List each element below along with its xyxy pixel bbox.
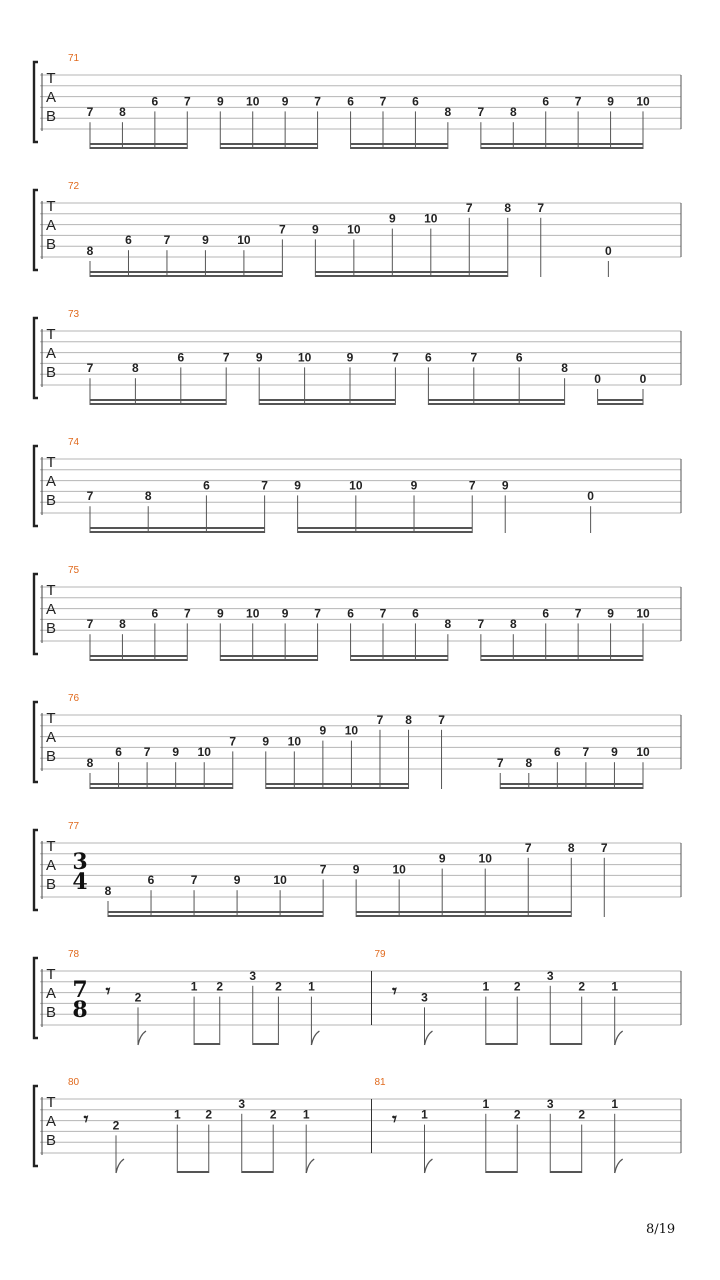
beam-secondary	[90, 143, 187, 145]
beam-secondary	[481, 143, 643, 145]
fret-number: 3	[546, 968, 554, 983]
fret-number: 10	[424, 211, 438, 226]
eighth-flag	[425, 1031, 433, 1045]
beam-secondary	[428, 399, 564, 401]
eighth-flag	[306, 1159, 314, 1173]
fret-number: 1	[611, 979, 619, 994]
tab-system	[34, 1077, 681, 1173]
fret-number: 7	[314, 94, 321, 109]
beam	[108, 915, 323, 917]
fret-number: 10	[197, 745, 211, 760]
fret-number: 0	[639, 372, 647, 386]
beam-secondary	[351, 655, 448, 657]
beam	[486, 1043, 517, 1045]
tab-system	[34, 53, 681, 149]
fret-number: 6	[203, 478, 210, 493]
measure-number: 76	[68, 693, 80, 704]
beam	[428, 403, 564, 405]
tab-clef-b: B	[45, 748, 57, 765]
fret-number: 9	[172, 745, 180, 760]
system-bracket	[34, 318, 38, 398]
tab-system	[34, 437, 681, 533]
tab-clef-b: B	[45, 108, 57, 125]
fret-number: 8	[86, 756, 94, 770]
beam-secondary	[108, 911, 323, 913]
fret-number: 7	[314, 606, 321, 621]
tab-clef-t: T	[46, 582, 56, 599]
fret-number: 7	[143, 745, 151, 760]
beam-secondary	[351, 143, 448, 145]
beam-secondary	[598, 399, 643, 401]
fret-number: 10	[349, 478, 363, 493]
fret-number: 2	[275, 979, 282, 994]
measure-number: 75	[68, 565, 80, 576]
fret-number: 7	[600, 840, 608, 855]
fret-number: 6	[425, 350, 432, 365]
tab-system	[34, 309, 681, 405]
fret-number: 1	[173, 1107, 181, 1122]
fret-number: 7	[379, 94, 387, 109]
beam	[550, 1171, 581, 1173]
fret-number: 7	[496, 756, 504, 770]
tab-clef-a: A	[45, 601, 57, 618]
beam	[90, 147, 187, 149]
fret-number: 8	[504, 200, 512, 215]
fret-number: 7	[261, 478, 268, 493]
tab-clef-t: T	[46, 966, 56, 983]
tab-system	[34, 821, 681, 917]
beam	[220, 147, 317, 149]
fret-number: 7	[86, 489, 94, 504]
eighth-flag	[138, 1031, 146, 1045]
fret-number: 1	[302, 1107, 310, 1122]
fret-number: 10	[478, 851, 492, 866]
fret-number: 8	[525, 756, 533, 770]
fret-number: 7	[183, 94, 191, 109]
beam	[356, 915, 571, 917]
fret-number: 9	[388, 211, 396, 226]
beam	[177, 1171, 208, 1173]
tab-clef-t: T	[46, 710, 56, 727]
beam-secondary	[220, 143, 317, 145]
tab-clef-a: A	[45, 89, 57, 106]
fret-number: 10	[287, 734, 302, 749]
fret-number: 2	[578, 1107, 586, 1122]
fret-number: 7	[86, 617, 94, 632]
tab-clef-t: T	[46, 198, 56, 215]
fret-number: 7	[574, 94, 582, 109]
page-number: 8/19	[646, 1222, 676, 1237]
beam	[550, 1043, 581, 1045]
fret-number: 7	[477, 105, 485, 120]
beam	[90, 403, 226, 405]
fret-number: 8	[444, 617, 452, 632]
measure-number: 77	[68, 821, 80, 832]
fret-number: 10	[344, 723, 359, 738]
fret-number: 8	[119, 105, 126, 120]
beam	[90, 659, 187, 661]
fret-number: 9	[281, 606, 289, 621]
eighth-flag	[116, 1159, 124, 1173]
beam	[298, 531, 473, 533]
tab-clef-a: A	[45, 473, 57, 490]
beam	[500, 787, 643, 789]
fret-number: 9	[611, 745, 618, 760]
beam	[259, 403, 395, 405]
fret-number: 9	[294, 478, 301, 493]
beam-secondary	[90, 527, 265, 529]
fret-number: 0	[605, 244, 612, 258]
eighth-flag	[425, 1159, 433, 1173]
beam	[253, 1043, 279, 1045]
beam	[242, 1171, 273, 1173]
fret-number: 7	[392, 350, 399, 365]
eighth-rest: 𝄾	[392, 981, 397, 1002]
fret-number: 2	[205, 1107, 213, 1122]
fret-number: 8	[86, 244, 94, 258]
fret-number: 6	[115, 745, 122, 760]
beam	[351, 659, 448, 661]
fret-number: 7	[222, 350, 230, 365]
fret-number: 7	[470, 350, 478, 365]
fret-number: 7	[229, 734, 237, 749]
measure-number: 80	[68, 1077, 80, 1088]
beam-secondary	[90, 271, 282, 273]
tab-clef-t: T	[46, 454, 56, 471]
fret-number: 6	[151, 606, 159, 621]
fret-number: 9	[312, 222, 319, 237]
fret-number: 8	[567, 840, 575, 855]
fret-number: 6	[147, 873, 155, 888]
beam-secondary	[266, 783, 409, 785]
fret-number: 7	[468, 478, 476, 493]
beam	[90, 275, 282, 277]
beam	[315, 275, 507, 277]
tab-clef-a: A	[45, 345, 57, 362]
fret-number: 2	[578, 979, 586, 994]
fret-number: 6	[347, 94, 354, 109]
beam-secondary	[90, 399, 226, 401]
beam	[598, 403, 643, 405]
fret-number: 1	[190, 979, 198, 994]
beam-secondary	[315, 271, 507, 273]
measure-number: 73	[68, 309, 80, 320]
tab-clef-t: T	[46, 1094, 56, 1111]
beam-secondary	[500, 783, 643, 785]
fret-number: 2	[216, 979, 224, 994]
system-bracket	[34, 62, 38, 142]
fret-number: 6	[347, 606, 354, 621]
fret-number: 7	[279, 222, 286, 237]
fret-number: 10	[246, 606, 260, 621]
fret-number: 10	[636, 94, 650, 109]
fret-number: 1	[308, 979, 315, 994]
fret-number: 6	[177, 350, 185, 365]
beam	[486, 1171, 517, 1173]
fret-number: 9	[438, 851, 446, 866]
tab-system	[34, 693, 681, 789]
system-bracket	[34, 446, 38, 526]
system-bracket	[34, 574, 38, 654]
fret-number: 8	[444, 105, 452, 120]
system-bracket	[34, 958, 38, 1038]
fret-number: 7	[319, 862, 327, 877]
fret-number: 1	[421, 1107, 428, 1122]
fret-number: 3	[249, 968, 257, 983]
fret-number: 9	[410, 478, 418, 493]
fret-number: 1	[611, 1096, 619, 1111]
fret-number: 2	[112, 1118, 120, 1133]
fret-number: 10	[636, 606, 650, 621]
measure-number: 71	[68, 53, 80, 64]
fret-number: 8	[561, 361, 568, 376]
beam-secondary	[298, 527, 473, 529]
time-signature-top: 3	[72, 849, 88, 875]
fret-number: 3	[546, 1096, 554, 1111]
fret-number: 0	[587, 489, 594, 504]
fret-number: 7	[582, 745, 590, 760]
fret-number: 6	[412, 606, 419, 621]
fret-number: 6	[542, 606, 550, 621]
eighth-flag	[615, 1031, 623, 1045]
fret-number: 8	[104, 884, 112, 898]
fret-number: 8	[144, 489, 152, 504]
tab-clef-b: B	[45, 1132, 57, 1149]
eighth-rest: 𝄾	[83, 1109, 89, 1130]
tab-clef-t: T	[46, 838, 56, 855]
measure-number: 78	[68, 949, 80, 960]
fret-number: 9	[319, 723, 327, 738]
beam-secondary	[259, 399, 395, 401]
fret-number: 9	[501, 478, 509, 493]
fret-number: 9	[216, 606, 224, 621]
fret-number: 6	[412, 94, 419, 109]
fret-number: 2	[513, 1107, 521, 1122]
beam	[90, 787, 233, 789]
tab-clef-t: T	[46, 70, 56, 87]
fret-number: 2	[134, 990, 142, 1005]
fret-number: 9	[281, 94, 289, 109]
fret-number: 10	[273, 873, 287, 888]
fret-number: 7	[477, 617, 485, 632]
fret-number: 9	[262, 734, 270, 749]
measure-number: 79	[374, 949, 386, 960]
beam-secondary	[90, 655, 187, 657]
fret-number: 9	[352, 862, 360, 877]
time-signature-bottom: 8	[72, 997, 88, 1023]
fret-number: 8	[509, 105, 517, 120]
fret-number: 9	[607, 606, 614, 621]
fret-number: 8	[405, 712, 412, 727]
fret-number: 6	[125, 233, 132, 248]
fret-number: 3	[421, 990, 428, 1005]
tab-system	[34, 181, 681, 277]
tab-clef-a: A	[45, 857, 57, 874]
fret-number: 2	[513, 979, 521, 994]
fret-number: 7	[190, 873, 198, 888]
fret-number: 9	[346, 350, 354, 365]
time-signature-bottom: 4	[72, 869, 88, 895]
tab-clef-a: A	[45, 985, 57, 1002]
beam	[266, 787, 409, 789]
fret-number: 6	[542, 94, 550, 109]
fret-number: 7	[524, 840, 532, 855]
beam	[351, 147, 448, 149]
fret-number: 2	[269, 1107, 277, 1122]
fret-number: 10	[237, 233, 251, 248]
fret-number: 10	[636, 745, 650, 760]
fret-number: 3	[238, 1096, 246, 1111]
fret-number: 9	[255, 350, 263, 365]
system-bracket	[34, 190, 38, 270]
eighth-flag	[615, 1159, 623, 1173]
tab-clef-a: A	[45, 217, 57, 234]
beam-secondary	[220, 655, 317, 657]
fret-number: 7	[438, 712, 445, 727]
tab-clef-t: T	[46, 326, 56, 343]
tab-system	[34, 565, 681, 661]
fret-number: 7	[379, 606, 387, 621]
beam	[481, 147, 643, 149]
tab-clef-a: A	[45, 729, 57, 746]
fret-number: 7	[86, 105, 94, 120]
fret-number: 8	[132, 361, 139, 376]
fret-number: 6	[151, 94, 159, 109]
fret-number: 10	[297, 350, 312, 365]
fret-number: 8	[119, 617, 126, 632]
fret-number: 7	[86, 361, 94, 376]
fret-number: 8	[509, 617, 517, 632]
tab-clef-b: B	[45, 236, 57, 253]
fret-number: 6	[553, 745, 561, 760]
fret-number: 1	[482, 1096, 490, 1111]
time-signature-top: 7	[72, 977, 88, 1003]
fret-number: 9	[233, 873, 241, 888]
beam-secondary	[481, 655, 643, 657]
fret-number: 10	[392, 862, 406, 877]
tab-system	[34, 949, 681, 1045]
beam-secondary	[356, 911, 571, 913]
measure-number: 81	[374, 1077, 386, 1088]
fret-number: 9	[216, 94, 224, 109]
tab-clef-b: B	[45, 620, 57, 637]
fret-number: 10	[347, 222, 361, 237]
tab-clef-b: B	[45, 492, 57, 509]
fret-number: 10	[246, 94, 260, 109]
fret-number: 7	[574, 606, 582, 621]
measure-number: 74	[68, 437, 80, 448]
fret-number: 9	[202, 233, 209, 248]
tab-clef-b: B	[45, 364, 57, 381]
tab-clef-b: B	[45, 876, 57, 893]
fret-number: 7	[183, 606, 191, 621]
system-bracket	[34, 1086, 38, 1166]
beam	[220, 659, 317, 661]
fret-number: 7	[163, 233, 171, 248]
beam	[481, 659, 643, 661]
eighth-rest: 𝄾	[105, 981, 111, 1002]
fret-number: 0	[594, 372, 601, 386]
fret-number: 7	[376, 712, 384, 727]
system-bracket	[34, 830, 38, 910]
tab-clef-a: A	[45, 1113, 57, 1130]
beam	[194, 1043, 220, 1045]
fret-number: 6	[515, 350, 523, 365]
eighth-rest: 𝄾	[392, 1109, 397, 1130]
fret-number: 7	[465, 200, 473, 215]
beam-secondary	[90, 783, 233, 785]
system-bracket	[34, 702, 38, 782]
tab-clef-b: B	[45, 1004, 57, 1021]
fret-number: 1	[482, 979, 490, 994]
beam	[90, 531, 265, 533]
fret-number: 9	[607, 94, 614, 109]
eighth-flag	[311, 1031, 319, 1045]
fret-number: 7	[537, 200, 545, 215]
measure-number: 72	[68, 181, 80, 192]
